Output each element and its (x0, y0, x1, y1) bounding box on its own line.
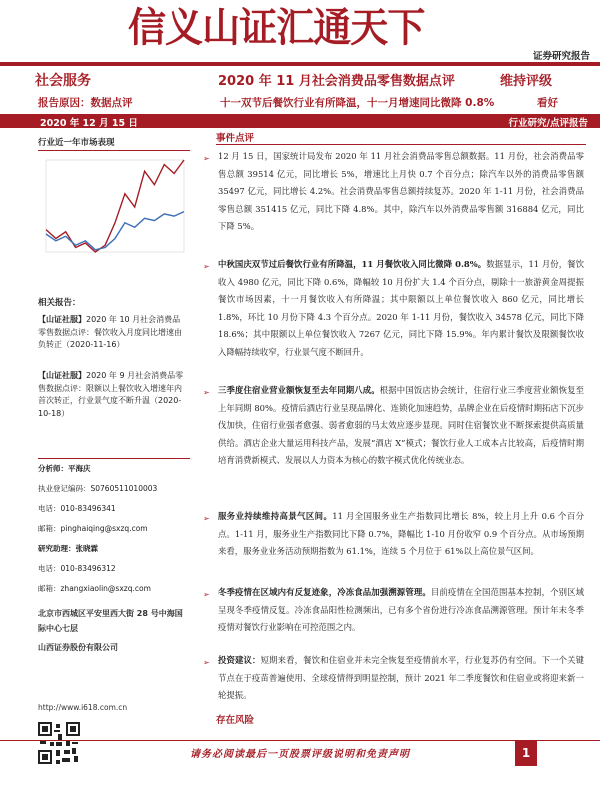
report-date: 2020 年 12 月 15 日 (40, 118, 138, 129)
events-heading: 事件点评 (216, 133, 255, 144)
chart-series-line-2 (46, 212, 184, 250)
assistant-phone: 电话：010-83496312 (38, 564, 116, 573)
market-performance-chart (40, 152, 188, 270)
qr-code-icon (38, 722, 80, 764)
paragraph-3: 三季度住宿业营业额恢复至去年同期八成。根据中国饭店协会统计，住宿行业三季度营业额恢复至上年同期 80%。疫情后酒店行业呈现品牌化、连锁化加速趋势，品牌企业在后疫情时期拓店下沉步伐加快，住宿行业强者愈强、弱者愈弱的马太效应逐步显现。同时住宿餐饮业不断探索提供高质量供给。酒店企业大量运用科技产品，发展“酒店 X”模式；餐饮行业人工成本占比较高，后疫情时期培育消费新模式、发展以人力资本为核心的数字模式优化传统业态。 (218, 385, 584, 465)
risk-heading: 存在风险 (216, 715, 255, 726)
license-number: 执业登记编码：S0760511010003 (38, 484, 158, 493)
page-number: 1 (515, 740, 537, 766)
market-performance-head: 行业近一年市场表现 (38, 136, 190, 151)
report-category: 行业研究/点评报告 (508, 118, 588, 129)
paragraph-6: 投资建议：短期来看，餐饮和住宿业并未完全恢复至疫情前水平，行业复苏仍有空间。下一个关键节点在于疫苗普遍使用、全球疫情得到明显控制，预计 2021 年二季度餐饮和住宿业或将迎来新一轮提振。 (218, 655, 585, 700)
report-title: 2020 年 11 月社会消费品零售数据点评 (218, 74, 455, 89)
related-report-1[interactable]: 【山证社服】2020 年 10 月社会消费品零售数据点评：餐饮收入月度同比增速由负转正（2020-11-16） (38, 315, 182, 349)
bullet-icon: ➢ (203, 388, 210, 397)
assistant-email[interactable]: 邮箱：zhangxiaolin@sxzq.com (38, 584, 151, 593)
report-type-tag: 证券研究报告 (532, 51, 590, 62)
events-divider (216, 144, 586, 145)
footer-disclaimer: 请务必阅读最后一页股票评级说明和免责声明 (190, 749, 410, 760)
analyst-divider (38, 458, 190, 459)
header-banner (0, 0, 600, 62)
rating-label: 维持评级 (500, 74, 553, 89)
report-subtitle: 十一双节后餐饮行业有所降温，十一月增速同比微降 0.8% (220, 97, 495, 109)
bullet-icon: ➢ (203, 590, 210, 599)
header-divider (0, 62, 600, 66)
company-name: 山西证券股份有限公司 (38, 643, 118, 652)
related-report-2[interactable]: 【山证社服】2020 年 9 月社会消费品零售数据点评：限额以上餐饮收入增速年内首次转正，行业景气度不断升温（2020-10-18） (38, 371, 184, 418)
company-website[interactable]: http://www.i618.com.cn (38, 703, 128, 712)
report-reason: 报告原因：数据点评 (38, 97, 133, 109)
paragraph-2: 中秋国庆双节过后餐饮行业有所降温，11 月餐饮收入同比微降 0.8%。数据显示，11 月份，餐饮收入 4980 亿元，同比下降 0.6%，降幅较 10 月份扩大 1.4 个百分点，剔除十一旅游黄金周提振餐饮市场因素，十一月餐饮收入有所降温；其中限额以上单位餐饮收入 860 亿元，同比增长 1.8%，环比 10 月份下降 4.3 个百分点。2020 年 1-11 月份，餐饮收入 34578 亿元，同比下降 18.6%；其中限额以上单位餐饮收入 7267 亿元，同比下降 15.9%。年内累计餐饮及限额餐饮收入降幅持续收窄，行业景气度不断回升。 (218, 259, 584, 357)
bullet-icon: ➢ (203, 262, 210, 271)
related-reports-head: 相关报告： (38, 298, 81, 308)
paragraph-1: 12 月 15 日，国家统计局发布 2020 年 11 月社会消费品零售总额数据。11 月份，社会消费品零售总额 39514 亿元，同比增长 5%，增速比上月快 0.7 个百分点；除汽车以外的消费品零售额 35497 亿元，同比增长 4.2%。社会消费品零售总额持续复苏。2020 年 1-11 月份，社会消费品零售总额 351415 亿元，同比下降 4.8%。其中，除汽车以外消费品零售额 316884 亿元，同比下降 5%。 (218, 151, 584, 231)
paragraph-5: 冬季疫情在区域内有反复迹象，冷冻食品加强溯源管理。目前疫情在全国范围基本控制，个别区域呈现冬季疫情反复。冷冻食品阳性检测频出，已有多个省份进行冷冻食品溯源管理。预计年末冬季疫情对餐饮行业影响在可控范围之内。 (218, 587, 585, 632)
bullet-icon: ➢ (203, 154, 210, 163)
analyst-block (38, 462, 190, 596)
sector-label: 社会服务 (35, 73, 91, 89)
bullet-icon: ➢ (203, 514, 210, 523)
analyst-phone: 电话：010-83496341 (38, 504, 116, 513)
analyst-name: 分析师：平海庆 (38, 464, 91, 473)
bullet-icon: ➢ (203, 658, 210, 667)
company-address: 北京市西城区平安里西大街 28 号中海国际中心七层 山西证券股份有限公司 (38, 606, 188, 655)
brand-slogan: 信义山证汇通天下 (128, 4, 425, 51)
analyst-email[interactable]: 邮箱：pinghaiqing@sxzq.com (38, 524, 148, 533)
assistant-name: 研究助理：张晓霖 (38, 544, 98, 553)
outlook-label: 看好 (537, 97, 558, 109)
paragraph-4: 服务业持续维持高景气区间。11 月全国服务业生产指数同比增长 8%，较上月上升 0.6 个百分点。1-11 月，服务业生产指数同比下降 0.7%，降幅比 1-10 月份收窄 0.9 个百分点。从市场预期来看，服务业业务活动预期指数为 61.1%，连续 5 个月位于 61%以上高位景气区间。 (218, 511, 584, 556)
footer-divider (0, 740, 600, 741)
